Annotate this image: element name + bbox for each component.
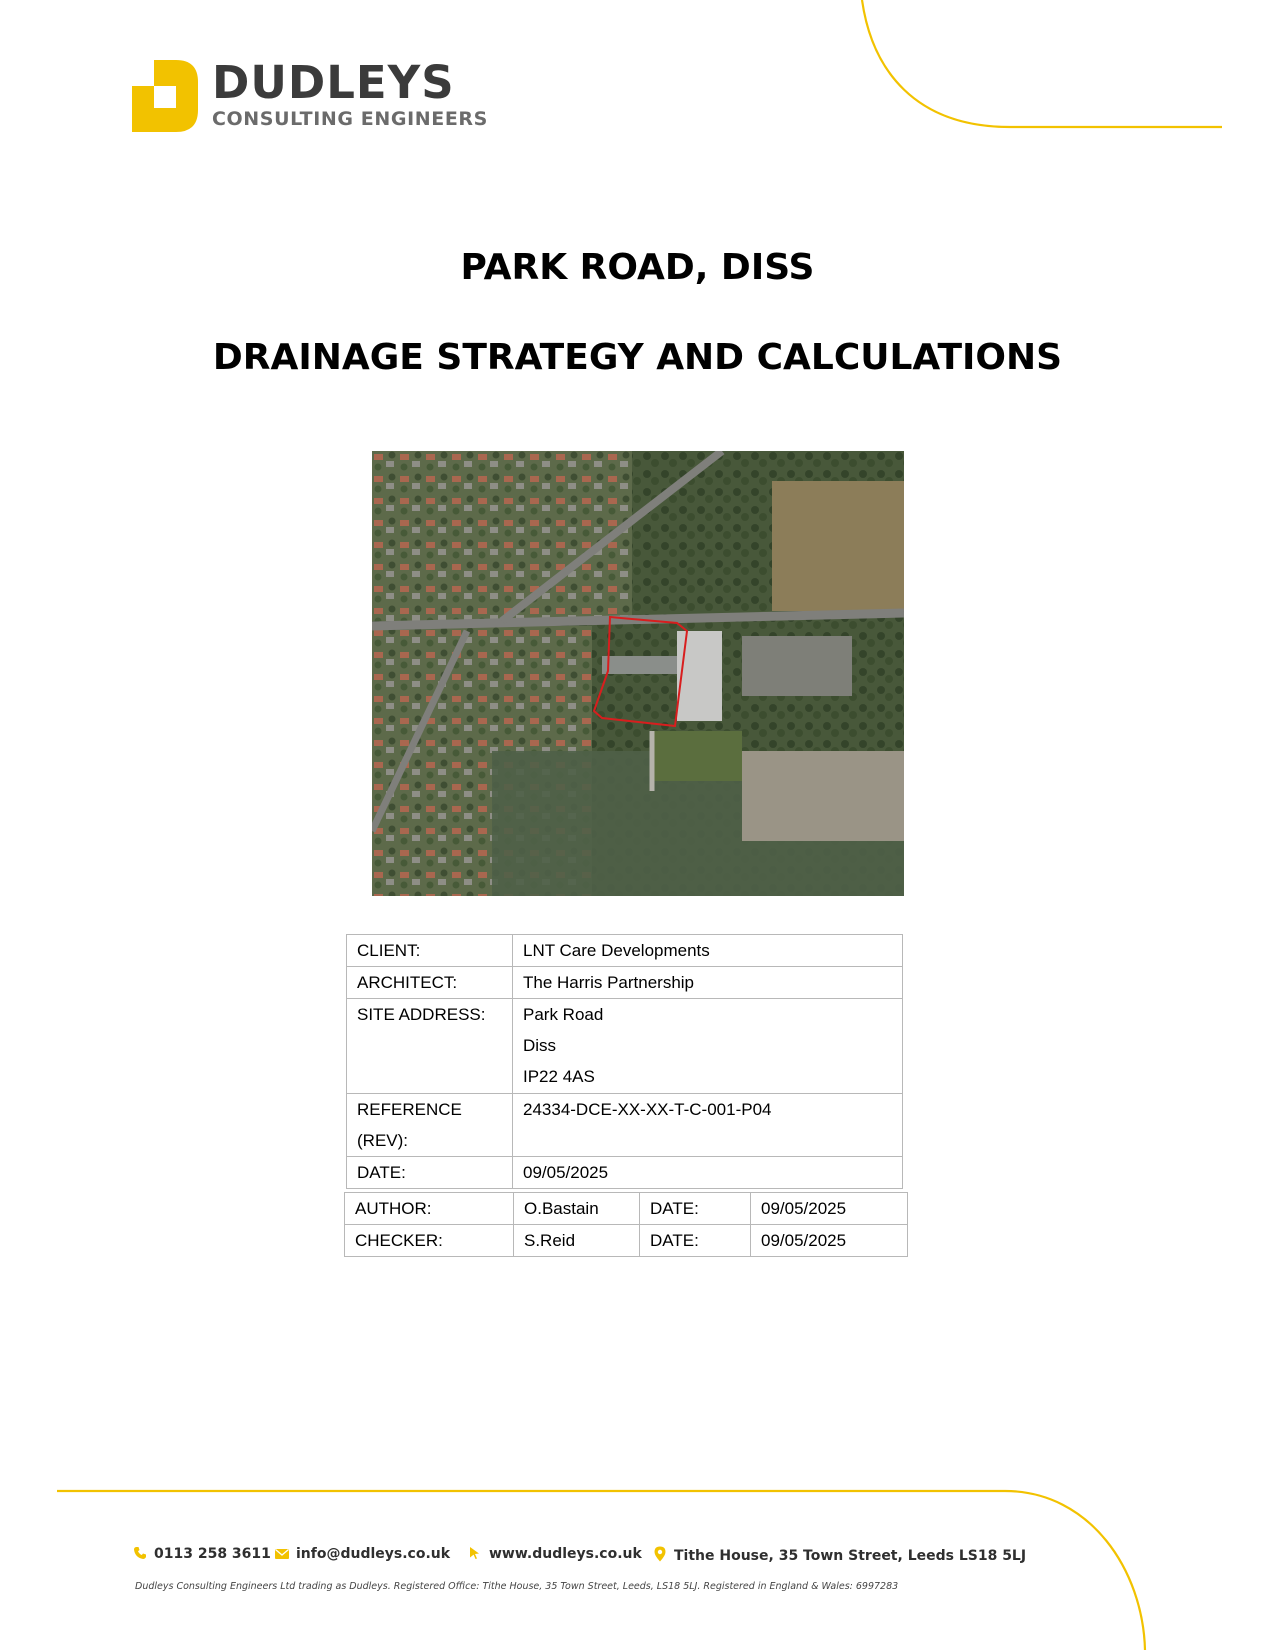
author-date-value: 09/05/2025 [751,1193,908,1225]
footer-email[interactable] [274,1546,450,1562]
phone-text: 0113 258 3611 [154,1546,271,1562]
footer-website[interactable] [467,1546,642,1562]
website-text: www.dudleys.co.uk [489,1546,642,1562]
address-line: Diss [523,1036,557,1055]
aerial-site-photo [372,451,904,896]
site-address-value [513,999,903,1094]
checker-date-value: 09/05/2025 [751,1225,908,1257]
client-label: CLIENT: [347,935,513,967]
reference-label: REFERENCE (REV): [347,1094,513,1157]
author-value: O.Bastain [514,1193,640,1225]
logo-name: DUDLEYS [212,56,455,109]
footer-legal-text: Dudleys Consulting Engineers Ltd trading as Dudleys. Registered Office: Tithe House, 35 Town Street, Leeds, LS18 5LJ. Registered in England & Wales: 6997283 [135,1581,899,1592]
address-line: Park Road [523,1005,604,1024]
architect-value: The Harris Partnership [513,967,903,999]
author-label: AUTHOR: [345,1193,514,1225]
email-text: info@dudleys.co.uk [296,1546,451,1562]
document-title-line2: DRAINAGE STRATEGY AND CALCULATIONS [212,337,1063,378]
envelope-icon [274,1548,290,1560]
company-logo [212,58,488,130]
date-label: DATE: [347,1157,513,1189]
architect-label: ARCHITECT: [347,967,513,999]
table-row [347,999,903,1094]
table-row [347,1157,903,1189]
logo-subtitle: CONSULTING ENGINEERS [212,108,488,130]
client-value: LNT Care Developments [513,935,903,967]
table-row [347,967,903,999]
signoff-table [344,1192,908,1257]
author-date-label: DATE: [640,1193,751,1225]
document-title-line1: PARK ROAD, DISS [460,247,815,288]
location-pin-icon [652,1546,668,1562]
checker-value: S.Reid [514,1225,640,1257]
table-row [347,935,903,967]
site-info-table [346,934,903,1189]
footer-phone[interactable] [132,1546,271,1562]
footer-address [652,1546,1026,1564]
phone-icon [132,1546,148,1560]
checker-label: CHECKER: [345,1225,514,1257]
reference-value: 24334-DCE-XX-XX-T-C-001-P04 [513,1094,903,1157]
site-address-label: SITE ADDRESS: [347,999,513,1094]
table-row [345,1225,908,1257]
checker-date-label: DATE: [640,1225,751,1257]
table-row [345,1193,908,1225]
table-row [347,1094,903,1157]
address-line: IP22 4AS [523,1067,595,1086]
date-value: 09/05/2025 [513,1157,903,1189]
cursor-icon [467,1546,483,1560]
address-text: Tithe House, 35 Town Street, Leeds LS18 5LJ [674,1548,1027,1564]
